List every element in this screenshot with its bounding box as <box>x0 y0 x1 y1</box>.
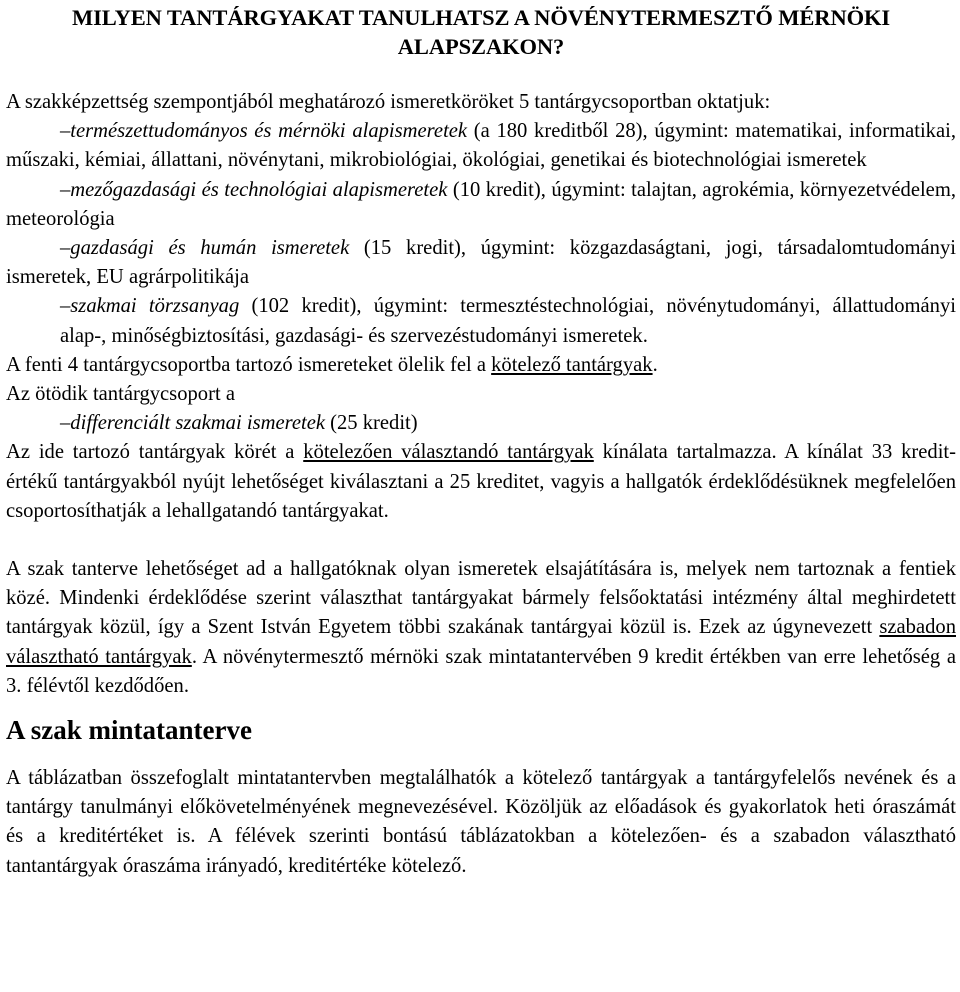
elective-subjects-link: kötelezően választandó tantárgyak <box>303 441 594 464</box>
group-description: (15 kredit), úgymint: közgazdaságtani, jogi, társadalomtudományi ismeretek, EU agrárpolitikája <box>6 237 956 289</box>
group-description: (10 kredit), úgymint: talajtan, agrokémia, környezetvédelem, meteorológia <box>6 178 956 230</box>
mandatory-text-after: . <box>652 353 658 376</box>
list-item <box>6 117 956 175</box>
list-item <box>6 176 956 234</box>
list-dash: – <box>60 295 71 318</box>
section-heading: A szak mintatanterve <box>6 715 252 746</box>
free-elective-paragraph <box>6 555 956 701</box>
list-item <box>6 234 956 292</box>
group-description: (a 180 kreditből 28), úgymint: matematikai, informatikai, műszaki, kémiai, állattani, növénytani, mikrobiológiai, ökológiai, genetikai és biotechnológiai ismeretek <box>6 120 956 172</box>
list-dash: – <box>60 412 71 435</box>
elective-paragraph <box>6 438 956 526</box>
section-paragraph: A táblázatban összefoglalt mintatantervben megtalálhatók a kötelező tantárgyak a tantárgyfelelős nevének és a tantárgy tanulmányi előkövetelményének megnevezésével. Közöljük az előadások és gyakorlatok heti óraszámát és a kreditértéket is. A félévek szerinti bontású táblázatokban a kötelezően- és a szabadon választható tantantárgyak óraszáma irányadó, kreditértéke kötelező. <box>6 767 956 877</box>
fifth-group-intro: Az ötödik tantárgycsoport a <box>6 383 235 406</box>
free-subjects-link: szabadon választható tantárgyak <box>6 616 956 668</box>
elective-text-after: kínálata tartalmazza. A kínálat 33 kredit-értékű tantárgyakból nyújt lehetőséget kiválasztani a 25 kreditet, vagyis a hallgatók érdeklődésüknek megfelelően csoportosíthatják a lehallgatandó tantárgyakat. <box>6 441 956 522</box>
mandatory-subjects-link: kötelező tantárgyak <box>491 353 653 376</box>
intro-paragraph: A szakképzettség szempontjából meghatározó ismeretköröket 5 tantárgycsoportban oktatjuk: <box>6 91 771 113</box>
free-text-after: . A növénytermesztő mérnöki szak mintatantervében 9 kredit értékben van erre lehetőség a 3. félévtől kezdődően. <box>6 645 956 697</box>
page-title: MILYEN TANTÁRGYAKAT TANULHATSZ A NÖVÉNYTERMESZTŐ MÉRNÖKI ALAPSZAKON? <box>71 5 891 59</box>
list-dash: – <box>60 178 71 201</box>
list-item <box>60 409 956 438</box>
group-name: természettudományos és mérnöki alapismeretek <box>70 120 468 143</box>
list-dash: – <box>60 237 71 260</box>
paragraph-spacer <box>6 526 956 555</box>
document-page <box>6 0 956 881</box>
group-name: mezőgazdasági és technológiai alapismeretek <box>70 178 448 201</box>
group-description: (102 kredit), úgymint: termesztéstechnológiai, növénytudományi, állattudományi alap-, minőségbiztosítási, gazdasági- és szervezéstudományi ismeretek. <box>60 295 956 347</box>
group-name: szakmai törzsanyag <box>70 295 240 318</box>
elective-text-before: Az ide tartozó tantárgyak körét a <box>6 441 304 464</box>
list-dash: – <box>60 120 71 143</box>
group-description: (25 kredit) <box>324 412 418 435</box>
group-name: differenciált szakmai ismeretek <box>70 412 325 435</box>
group-name: gazdasági és humán ismeretek <box>70 237 350 260</box>
list-item <box>60 292 956 350</box>
free-text-before: A szak tanterve lehetőséget ad a hallgatóknak olyan ismeretek elsajátítására is, melyek nem tartoznak a fentiek közé. Mindenki érdeklődése szerint választhat tantárgyakat bármely felsőoktatási intézmény által meghirdetett tantárgyak közül, így a Szent István Egyetem többi szakának tantárgyai közül is. Ezek az úgynevezett <box>6 558 956 639</box>
mandatory-paragraph <box>6 351 956 380</box>
mandatory-text-before: A fenti 4 tantárgycsoportba tartozó ismereteket ölelik fel a <box>6 353 492 376</box>
